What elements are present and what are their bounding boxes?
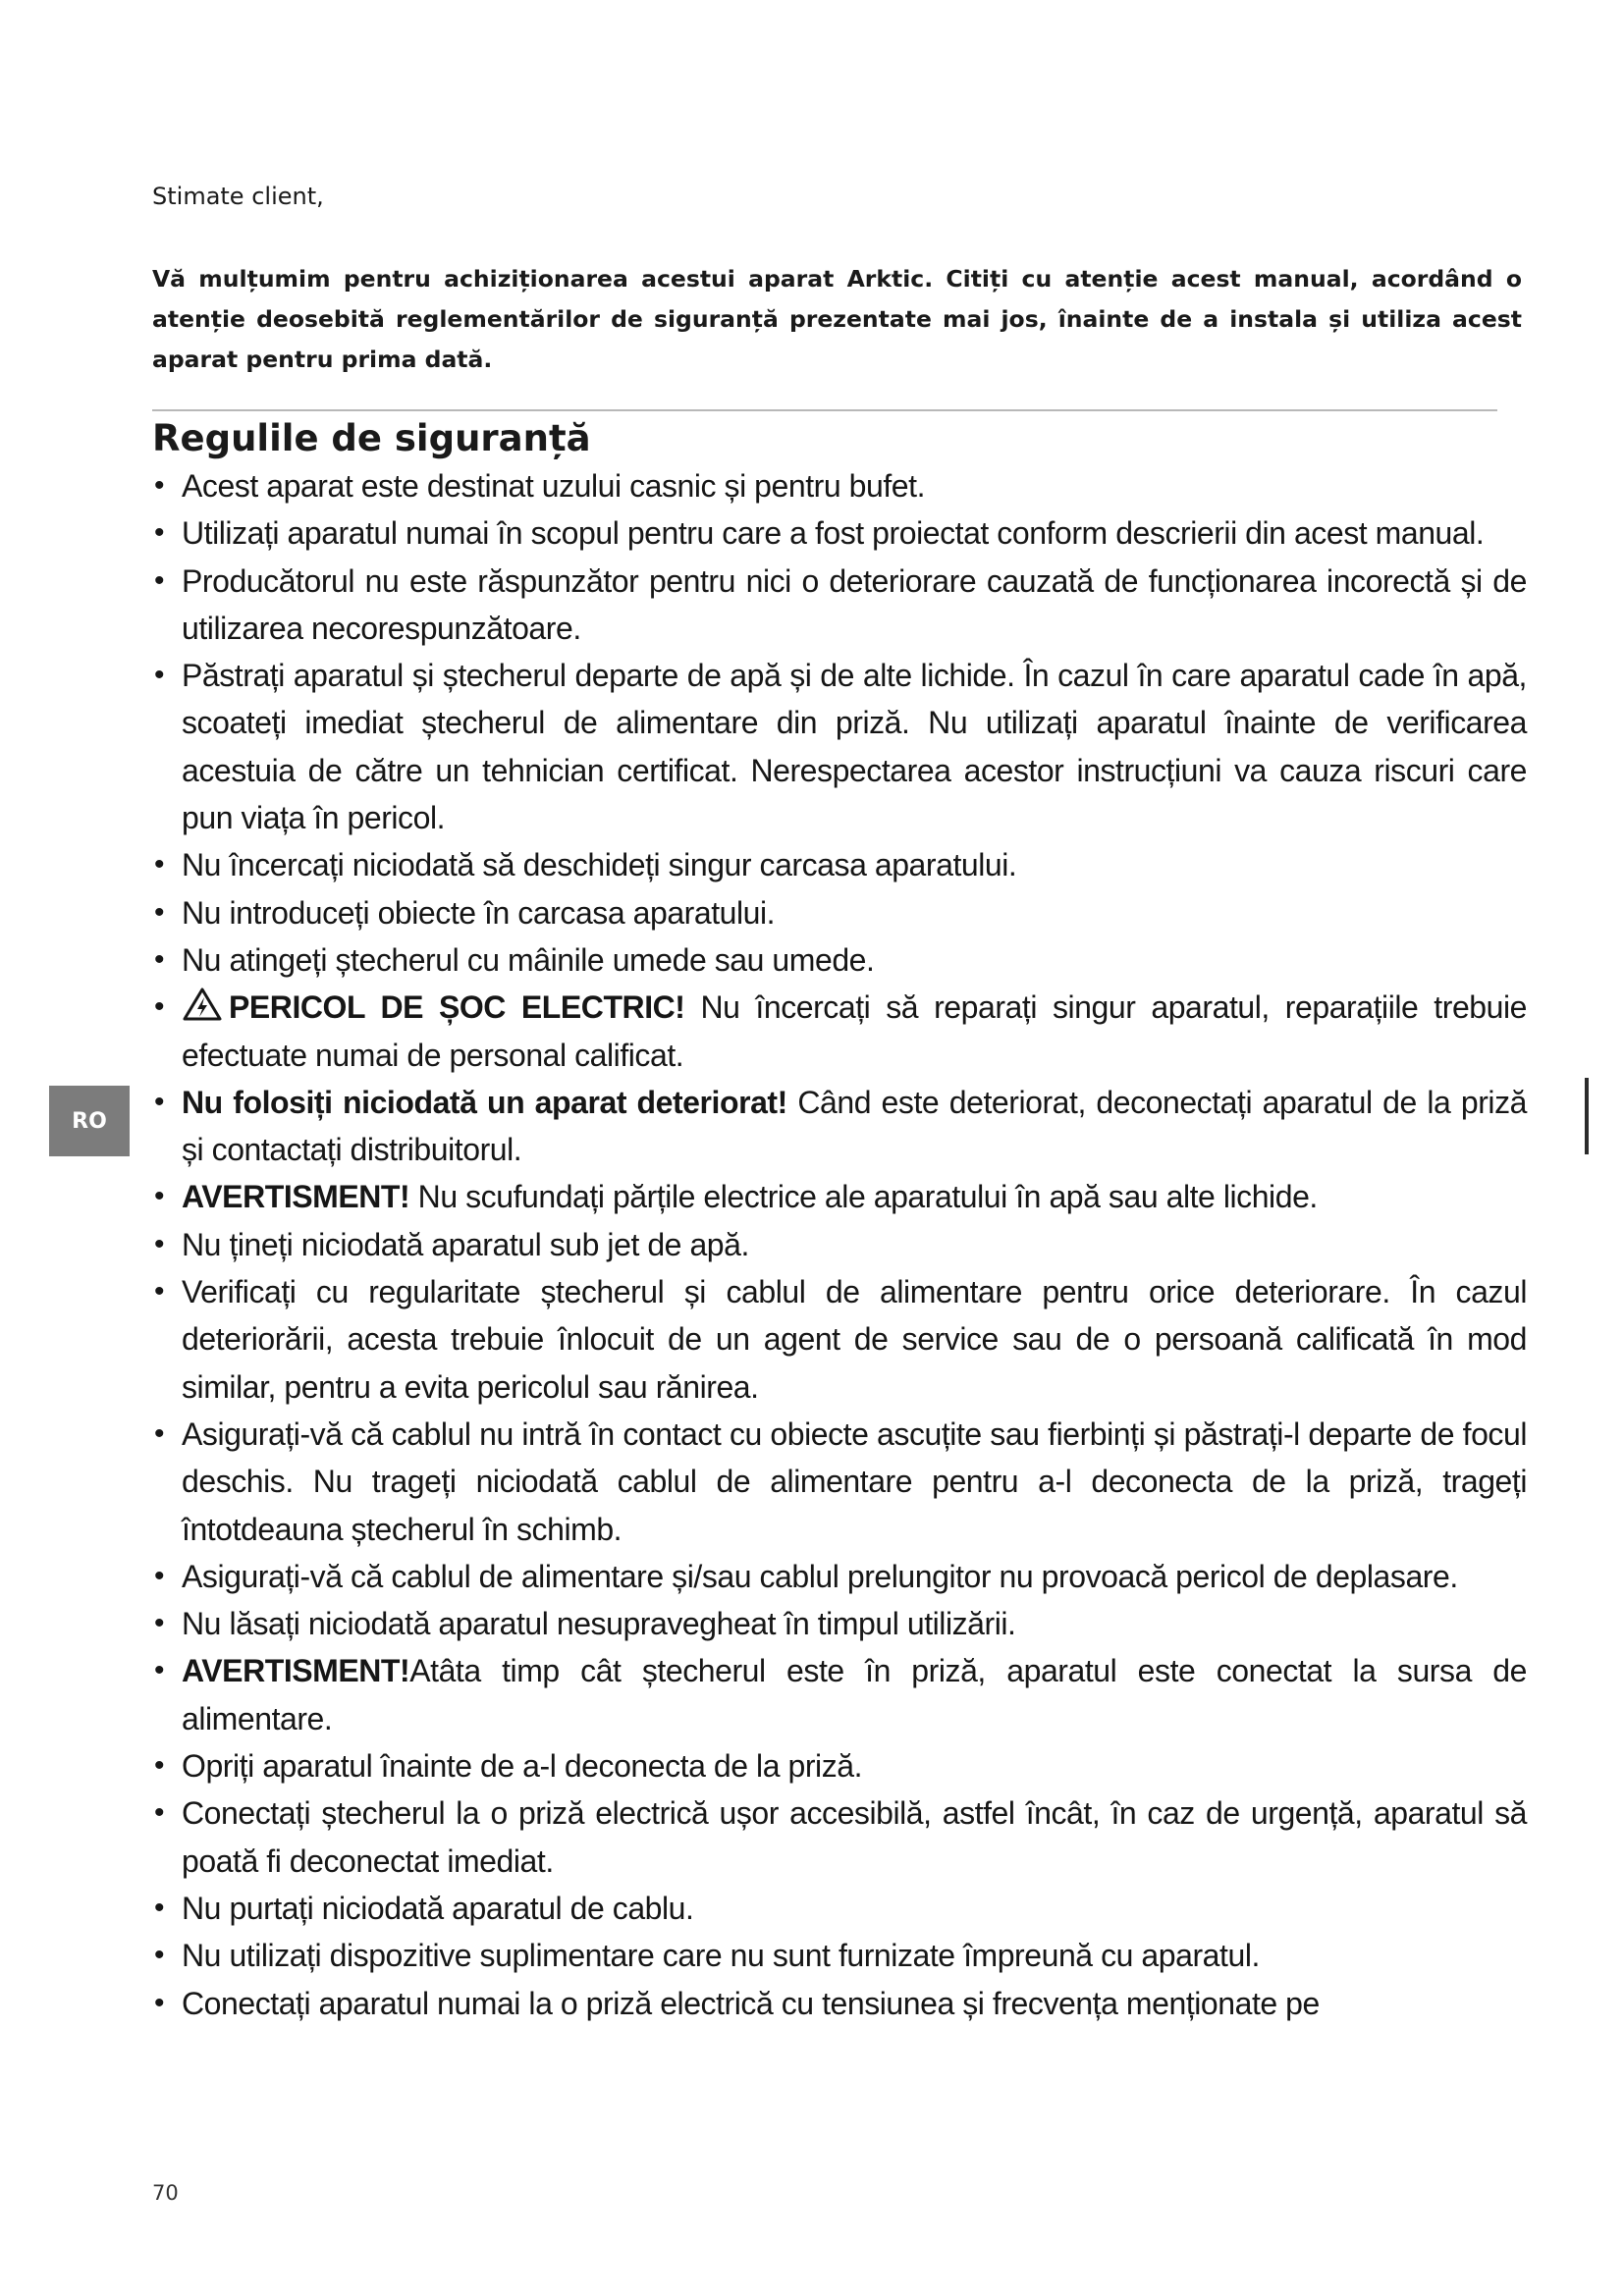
bullet: • [154,1085,165,1118]
rule-text: Asigurați-vă că cablul nu intră în contact cu obiecte ascuțite sau fierbinți și păstrați-l departe de focul deschis. Nu trageți niciodată cablul de alimentare pentru a-l deconecta de la priză, trageți întotdeauna ștecherul în schimb. [182,1415,1527,1547]
bullet: • [154,1939,165,1972]
rule-strong-text: Nu folosiți niciodată un aparat deteriorat! [182,1084,787,1120]
bullet: • [154,1654,165,1687]
rule-text: Nu încercați niciodată să deschideți singur carcasa aparatului. [182,847,1017,883]
side-marker [1585,1078,1589,1154]
rule-text: Utilizați aparatul numai în scopul pentru care a fost proiectat conform descrierii din acest manual. [182,515,1485,552]
list-item [152,936,1527,984]
bullet: • [154,563,165,597]
bullet: • [154,990,165,1024]
page-number: 70 [152,2181,179,2205]
bullet: • [154,516,165,550]
rule-text: Nu lăsați niciodată aparatul nesupravegheat în timpul utilizării. [182,1606,1016,1642]
divider [152,409,1497,411]
list-item [152,1742,1527,1789]
bullet: • [154,1607,165,1640]
rule-strong-text: PERICOL DE ȘOC ELECTRIC! [229,989,685,1026]
rule-text: Nu atingeți ștecherul cu mâinile umede sau umede. [182,941,875,978]
list-item [152,558,1527,653]
greeting: Stimate client, [152,183,324,210]
bullet: • [154,848,165,881]
bullet: • [154,1180,165,1213]
rule-text: Nu țineți niciodată aparatul sub jet de apă. [182,1226,749,1262]
rule-text: Opriți aparatul înainte de a-l deconecta de la priză. [182,1748,863,1785]
list-item [152,1647,1527,1742]
rule-text: Când este deteriorat, deconectați aparatul de la priză și contactați distribuitorul. [182,1084,1527,1168]
list-item [152,1221,1527,1268]
list-item [152,1173,1527,1220]
rule-text: Nu purtați niciodată aparatul de cablu. [182,1890,694,1926]
list-item [152,652,1527,841]
intro-paragraph: Vă mulțumim pentru achiziționarea acestui aparat Arktic. Citiți cu atenție acest manual, acordând o atenție deosebită reglementărilor de siguranță prezentate mai jos, înainte de a instala și utiliza acest aparat pentru prima dată. [152,265,1522,373]
list-item [152,1932,1527,1979]
list-item [152,509,1527,557]
bullet: • [154,1227,165,1260]
rule-text: Asigurați-vă că cablul de alimentare și/sau cablul prelungitor nu provoacă pericol de deplasare. [182,1558,1458,1594]
list-item [152,1789,1527,1885]
list-item [152,462,1527,509]
rule-text: Nu utilizați dispozitive suplimentare care nu sunt furnizate împreună cu aparatul. [182,1938,1260,1974]
bullet: • [154,469,165,502]
bullet: • [154,659,165,692]
list-item [152,1980,1527,2027]
electric-shock-warning-icon [182,987,223,1022]
list-item [152,1600,1527,1647]
bullet: • [154,1986,165,2019]
rule-text: Acest aparat este destinat uzului casnic și pentru bufet. [182,468,926,504]
bullet: • [154,895,165,929]
list-item [152,984,1527,1079]
rule-text: Nu încercați să reparați singur aparatul, reparațiile trebuie efectuate numai de personal calificat. [182,989,1527,1073]
rule-text: Conectați ștecherul la o priză electrică ușor accesibilă, astfel încât, în caz de urgență, aparatul să poată fi deconectat imediat. [182,1795,1527,1879]
rule-text: Atâta timp cât ștecherul este în priză, aparatul este conectat la sursa de alimentare. [182,1653,1527,1736]
rule-strong-text: AVERTISMENT! [182,1179,410,1215]
rule-text: Producătorul nu este răspunzător pentru nici o deteriorare cauzată de funcționarea incorectă și de utilizarea necorespunzătoare. [182,562,1527,646]
bullet: • [154,1891,165,1924]
rule-strong-text: AVERTISMENT! [182,1653,410,1689]
list-item [152,1079,1527,1174]
list-item [152,1411,1527,1553]
list-item [152,1553,1527,1600]
list-item [152,841,1527,888]
list-item [152,1885,1527,1932]
bullet: • [154,942,165,976]
bullet: • [154,1416,165,1450]
list-item [152,889,1527,936]
rule-text: Nu scufundați părțile electrice ale aparatului în apă sau alte lichide. [409,1179,1318,1215]
bullet: • [154,1559,165,1592]
safety-rules-list [152,462,1527,2027]
rule-text: Conectați aparatul numai la o priză electrică cu tensiunea și frecvența menționate pe [182,1985,1320,2021]
rule-text: Verificați cu regularitate ștecherul și cablul de alimentare pentru orice deteriorare. În cazul deteriorării, acesta trebuie înlocuit de un agent de service sau de o persoană calificată în mod similar, pentru a evita pericolul sau rănirea. [182,1274,1527,1405]
bullet: • [154,1749,165,1783]
list-item [152,1268,1527,1411]
rule-text: Păstrați aparatul și ștecherul departe de apă și de alte lichide. În cazul în care aparatul cade în apă, scoateți imediat ștecherul de alimentare din priză. Nu utilizați aparatul înainte de verificarea acestuia de către un tehnician certificat. Nerespectarea acestor instrucțiuni va cauza riscuri care pun viața în pericol. [182,658,1527,836]
bullet: • [154,1796,165,1830]
rule-text: Nu introduceți obiecte în carcasa aparatului. [182,894,776,931]
bullet: • [154,1275,165,1308]
language-tab: RO [49,1086,130,1156]
section-title: Regulile de siguranță [152,417,591,459]
